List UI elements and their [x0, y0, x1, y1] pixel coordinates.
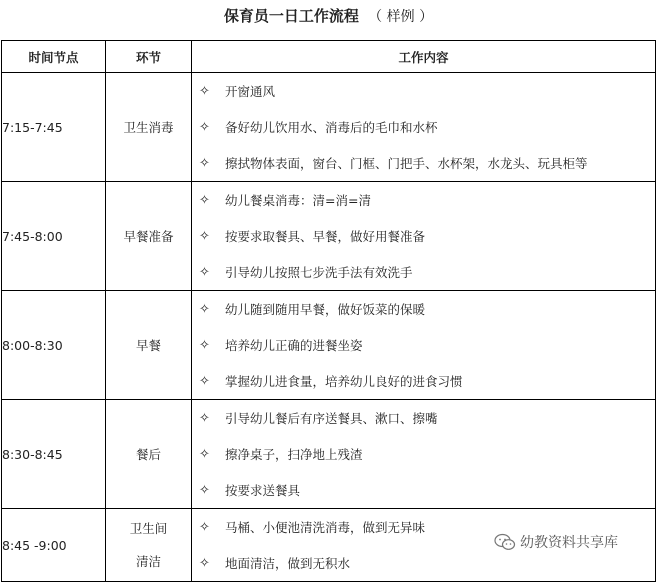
diamond-bullet-icon: ✧ [199, 301, 210, 317]
list-item [192, 182, 655, 218]
task-text: 地面清洁，做到无积水 [225, 556, 351, 571]
diamond-bullet-icon: ✧ [199, 264, 210, 280]
task-text: 备好幼儿饮用水、消毒后的毛巾和水杯 [225, 120, 438, 135]
list-item [192, 254, 655, 290]
tasks-cell [192, 182, 656, 291]
tasks-cell [192, 291, 656, 400]
task-text: 擦净桌子，扫净地上残渣 [225, 447, 363, 462]
diamond-bullet-icon: ✧ [199, 373, 210, 389]
task-text: 开窗通风 [225, 84, 276, 99]
task-text: 马桶、小便池清洗消毒，做到无异味 [225, 520, 426, 535]
list-item [192, 472, 655, 508]
wechat-icon [494, 533, 516, 551]
list-item [192, 218, 655, 254]
table-row [2, 73, 656, 182]
diamond-bullet-icon: ✧ [199, 192, 210, 208]
diamond-bullet-icon: ✧ [199, 482, 210, 498]
diamond-bullet-icon: ✧ [199, 228, 210, 244]
header-time: 时间节点 [2, 41, 106, 73]
list-item [192, 436, 655, 472]
diamond-bullet-icon: ✧ [199, 119, 210, 135]
task-text: 引导幼儿按照七步洗手法有效洗手 [225, 265, 413, 280]
table-row [2, 182, 656, 291]
diamond-bullet-icon: ✧ [199, 446, 210, 462]
diamond-bullet-icon: ✧ [199, 519, 210, 535]
stage-cell: 卫生消毒 [106, 73, 192, 182]
stage-cell [106, 509, 192, 582]
tasks-cell [192, 73, 656, 182]
task-text: 引导幼儿餐后有序送餐具、漱口、擦嘴 [225, 411, 438, 426]
diamond-bullet-icon: ✧ [199, 555, 210, 571]
time-cell: 8:00-8:30 [2, 291, 106, 400]
stage-line: 清洁 [135, 554, 161, 569]
header-content: 工作内容 [192, 41, 656, 73]
time-cell: 7:45-8:00 [2, 182, 106, 291]
time-cell: 8:30-8:45 [2, 400, 106, 509]
task-text: 擦拭物体表面，窗台、门框、门把手、水杯架，水龙头、玩具柜等 [225, 156, 588, 171]
stage-cell: 餐后 [106, 400, 192, 509]
list-item [192, 73, 655, 109]
task-text: 培养幼儿正确的进餐坐姿 [225, 338, 363, 353]
table-row [2, 291, 656, 400]
stage-line: 卫生间 [129, 521, 168, 536]
stage-cell: 早餐 [106, 291, 192, 400]
tasks-cell [192, 400, 656, 509]
diamond-bullet-icon: ✧ [199, 155, 210, 171]
task-text: 幼儿餐桌消毒：清=消=清 [225, 193, 371, 208]
list-item [192, 363, 655, 399]
table-header-row [2, 41, 656, 73]
list-item [192, 145, 655, 181]
list-item [192, 109, 655, 145]
list-item [192, 327, 655, 363]
document-title [0, 2, 657, 30]
time-cell: 8:45 -9:00 [2, 509, 106, 582]
diamond-bullet-icon: ✧ [199, 337, 210, 353]
task-text: 幼儿随到随用早餐，做好饭菜的保暖 [225, 302, 426, 317]
task-text: 按要求送餐具 [225, 483, 301, 498]
workflow-table [1, 40, 656, 582]
stage-cell: 早餐准备 [106, 182, 192, 291]
time-cell: 7:15-7:45 [2, 73, 106, 182]
task-text: 按要求取餐具、早餐，做好用餐准备 [225, 229, 426, 244]
diamond-bullet-icon: ✧ [199, 83, 210, 99]
task-text: 掌握幼儿进食量，培养幼儿良好的进食习惯 [225, 374, 463, 389]
table-row [2, 400, 656, 509]
header-stage: 环节 [106, 41, 192, 73]
title-text: 保育员一日工作流程 [223, 7, 359, 25]
diamond-bullet-icon: ✧ [199, 410, 210, 426]
list-item [192, 291, 655, 327]
list-item [192, 400, 655, 436]
watermark [494, 530, 618, 554]
title-subtitle: （ 样例 ） [368, 9, 434, 25]
watermark-text: 幼教资料共享库 [520, 535, 618, 551]
